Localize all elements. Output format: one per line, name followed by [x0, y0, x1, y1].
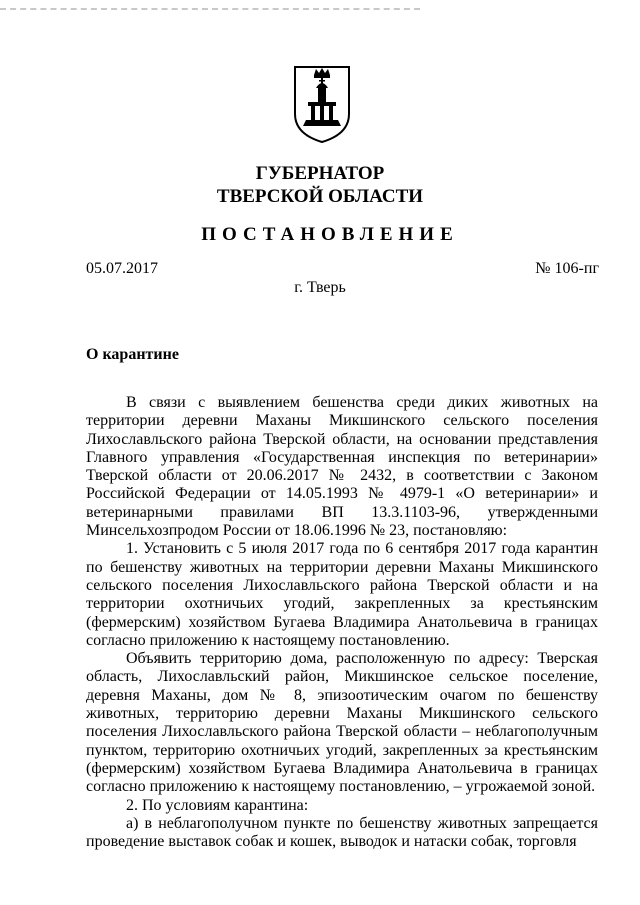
paragraph-preamble: В связи с выявлением бешенства среди диких животных на территории деревни Маханы Микшинского сельского поселения Лихославльского района Тверской области, на основании представления Главного управления «Государственная инспекция по ветеринарии» Тверской области от 20.06.2017 № 2432, в соответствии с Законом Российской Федерации от 14.05.1993 № 4979-1 «О ветеринарии» и ветеринарными правилами ВП 13.3.1103-96, утвержденными Минсельхозпродом России от 18.06.1996 № 23, постановляю: [86, 394, 598, 540]
document-number: № 106-пг [535, 260, 599, 277]
issuer-region: ТВЕРСКОЙ ОБЛАСТИ [216, 186, 424, 207]
document-subject: О карантине [86, 346, 179, 363]
paragraph-item-2: 2. По условиям карантина: [126, 796, 309, 814]
issuer-title: ГУБЕРНАТОР [255, 163, 385, 184]
document-date: 05.07.2017 [86, 260, 158, 277]
paragraph-item-2a: а) в неблагополучном пункте по бешенству животных запрещается проведение выставок собак и кошек, выводок и натаски собак, торговля [86, 814, 598, 851]
paragraph-item-1: 1. Установить с 5 июля 2017 года по 6 сентября 2017 года карантин по бешенству животных на территории деревни Маханы Микшинского сельского поселения Лихославльского района Тверской области и на территории охотничьих угодий, закрепленных за крестьянским (фермерским) хозяйством Бугаева Владимира Анатольевича в границах согласно приложению к настоящему постановлению. [86, 540, 598, 649]
document-type: ПОСТАНОВЛЕНИЕ [201, 224, 459, 245]
tver-coat-of-arms-icon [292, 64, 352, 144]
paragraph-declaration: Объявить территорию дома, расположенную по адресу: Тверская область, Лихославльский район, Микшинское сельское поселение, деревня Маханы, дом № 8, эпизоотическим очагом по бешенству животных, территорию деревни Маханы Микшинского сельского поселения Лихославльского района Тверской области – неблагополучным пунктом, территорию охотничьих угодий, закрепленных за крестьянским (фермерским) хозяйством Бугаева Владимира Анатольевича в границах согласно приложению к настоящему постановлению, – угрожаемой зоной. [86, 650, 598, 796]
document-city: г. Тверь [294, 279, 346, 296]
scan-top-edge [0, 8, 420, 10]
document-body [86, 394, 598, 851]
